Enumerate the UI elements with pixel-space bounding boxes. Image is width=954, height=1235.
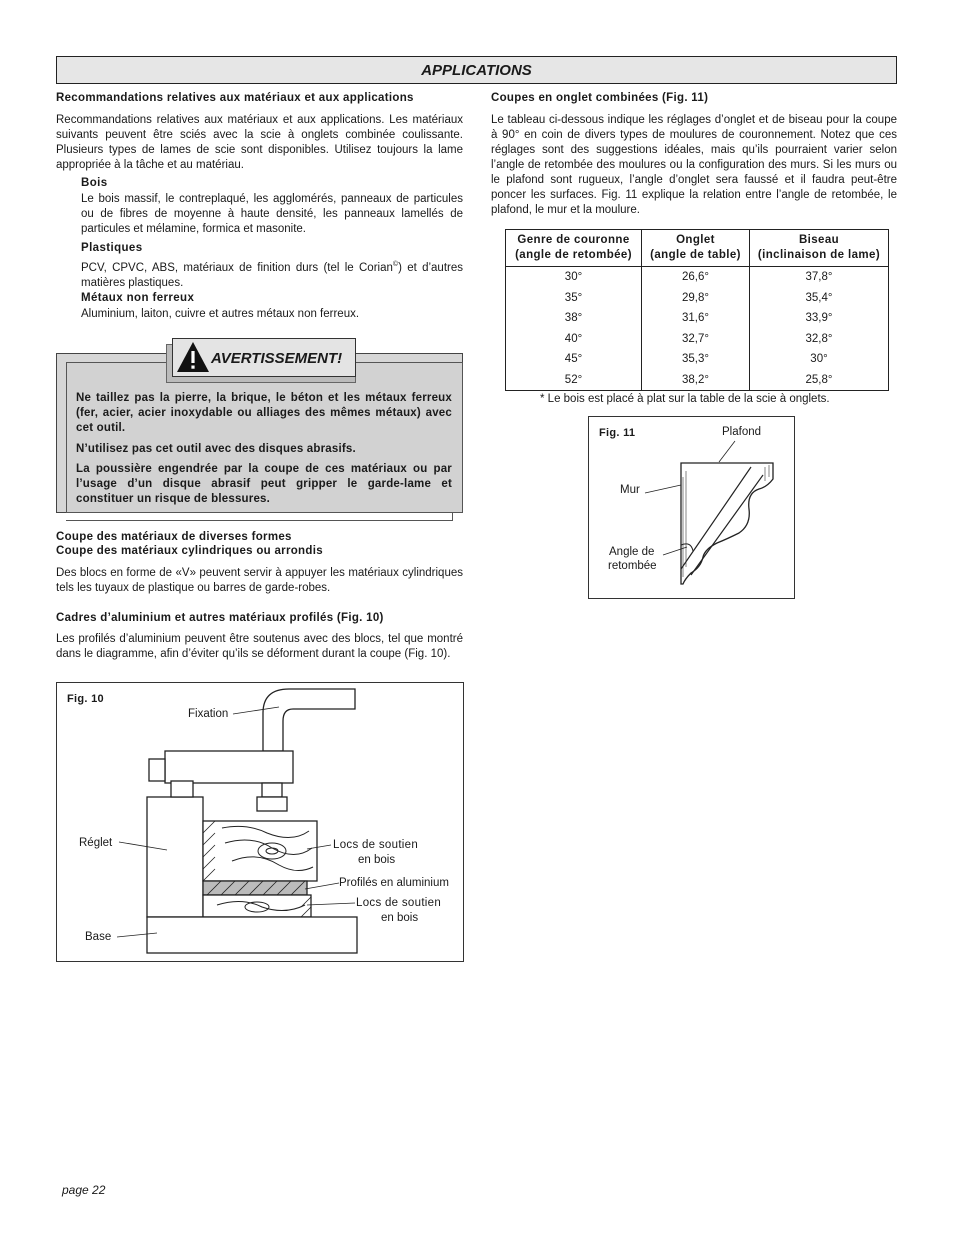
warning-text-1: Ne taillez pas la pierre, la brique, le béton et les métaux ferreux (fer, acier, acier inoxydable ou alliages des mêmes métaux) avec cet outil. [76,392,452,434]
warning-shadow-bottom [66,520,453,521]
fig10-locs2-label-b: en bois [381,912,419,924]
warning-triangle-icon [175,339,211,375]
fig10-base-label: Base [85,931,112,943]
table-row: 45° 35,3° 30° [506,349,889,370]
angles-table [505,229,889,391]
aluminium-text: Les profilés d’aluminium peuvent être soutenus avec des blocs, tel que montré dans le diagramme, afin d’éviter qu’ils se déforment durant la coupe (Fig. 10). [56,633,463,660]
figure-11 [588,416,795,599]
fig11-angle-label-a: Angle de [609,546,655,558]
compound-text: Le tableau ci-dessous indique les réglages d’onglet et de biseau pour la coupe à 90° en coin de divers types de moulures de couronnement. Notez que ces réglages sont des suggestions idéales, mais qu’ils pourraient varier selon l’angle de retombée des moulures ou la configuration des murs. Si les murs ou le plafond sont rugueux, l’angle d’onglet sera faussé et il faudra peut-être poncer les surfaces. Fig. 11 explique la relation entre l’angle de retombée, le plafond, le mur et la moulure. [491,114,897,216]
fig11-label: Fig. 11 [599,427,636,439]
copyright-mark: © [392,261,399,268]
table-row: 52° 38,2° 25,8° [506,370,889,391]
header-bevel: Biseau (inclinaison de lame) [750,230,889,267]
warning-text-2: N’utilisez pas cet outil avec des disques abrasifs. [76,443,356,455]
wood-heading: Bois [81,177,108,189]
table-row: 40° 32,7° 32,8° [506,329,889,350]
shapes-heading-b: Coupe des matériaux cylindriques ou arrondis [56,545,323,557]
table-row: 30° 26,6° 37,8° [506,267,889,288]
header-crown: Genre de couronne (angle de retombée) [506,230,642,267]
warning-text-3: La poussière engendrée par la coupe de ces matériaux ou par l’usage d’un disque abrasif peut gripper le garde-lame et constituer un risque de blessures. [76,463,452,505]
fig10-locs1-label-a: Locs de soutien [333,839,419,851]
fig11-angle-label-b: retombée [608,560,657,572]
aluminium-heading: Cadres d’aluminium et autres matériaux profilés (Fig. 10) [56,612,384,624]
fig10-profiles-label: Profilés en aluminium [339,877,449,889]
wood-text: Le bois massif, le contreplaqué, les agglomérés, panneaux de particules ou de fibres de moyenne à haute densité, les panneaux lamellés de particules et mélamine, formica et masonite. [81,193,463,235]
metals-text: Aluminium, laiton, cuivre et autres métaux non ferreux. [81,308,360,320]
table-header-row [506,230,889,267]
fig10-fixation-label: Fixation [188,708,229,720]
shapes-heading-a: Coupe des matériaux de diverses formes [56,531,292,543]
plastics-heading: Plastiques [81,242,143,254]
warning-title: AVERTISSEMENT! [211,350,343,367]
fig11-wall-label: Mur [620,484,640,496]
section-header [56,56,897,84]
header-miter: Onglet (angle de table) [642,230,750,267]
table-row: 38° 31,6° 33,9° [506,308,889,329]
compound-heading: Coupes en onglet combinées (Fig. 11) [491,92,709,104]
shapes-text: Des blocs en forme de «V» peuvent servir à appuyer les matériaux cylindriques tels les tuyaux de plastique ou barres de garde-robes. [56,567,463,594]
page-number: page 22 [62,1183,106,1197]
fig10-locs1-label-b: en bois [358,854,396,866]
plastics-text [81,257,463,291]
fig10-locs2-label-a: Locs de soutien [356,897,442,909]
table-row: 35° 29,8° 35,4° [506,288,889,309]
fig10-reglet-label: Réglet [79,837,113,849]
figure-10 [56,682,464,962]
materials-intro: Recommandations relatives aux matériaux et aux applications. Les matériaux suivants peuvent être sciés avec la scie à onglets combinée coulissante. Plusieurs types de lames de scie sont disponibles. Utilisez toujours la lame appropriée à la tâche et au matériau. [56,114,463,171]
angles-table-wrap [505,229,889,391]
fig10-label: Fig. 10 [67,693,104,705]
section-title: APPLICATIONS [421,62,532,79]
materials-heading: Recommandations relatives aux matériaux et aux applications [56,92,414,104]
plastics-text-b: ) et d’autres matières plastiques. [81,261,463,289]
table-note: * Le bois est placé à plat sur la table de la scie à onglets. [540,393,830,405]
fig11-ceiling-label: Plafond [722,426,762,438]
plastics-text-a: PCV, CPVC, ABS, matériaux de finition durs (tel le Corian [81,261,393,274]
metals-heading: Métaux non ferreux [81,292,195,304]
